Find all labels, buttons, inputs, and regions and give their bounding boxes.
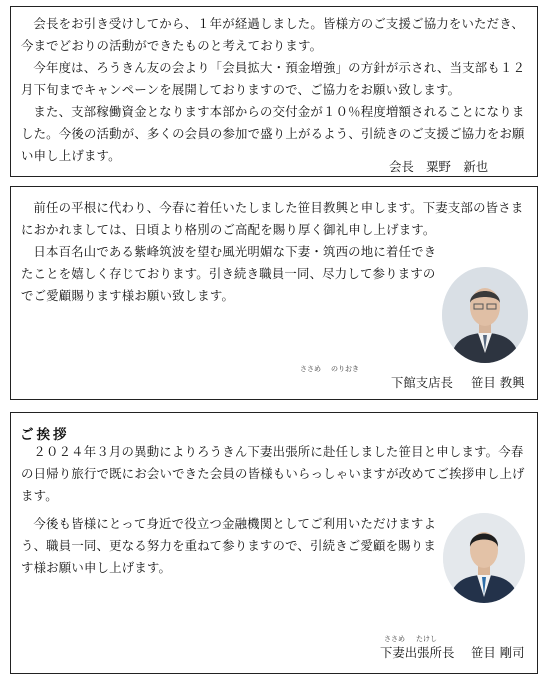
paragraph-1: 前任の平根に代わり、今春に着任いたしました笹目教興と申します。下妻支部の皆さまにおかれましては、日頃より格別のご高配を賜り厚く御礼申し上げます。 [21, 200, 524, 237]
signature-name: 笹目 教興 [471, 375, 525, 390]
greeting-box-chairman [10, 6, 538, 177]
paragraph-1: 会長をお引き受けしてから、１年が経過しました。皆様方のご支援ご協力をいただき、今までどおりの活動ができたものと考えております。 [21, 16, 524, 53]
portrait-photo-branch-manager [442, 267, 528, 363]
signature-title: 下妻出張所長 [380, 645, 455, 660]
paragraph-1: ２０２４年３月の異動によりろうきん下妻出張所に赴任しました笹目と申します。今春の日帰り旅行で既にお会いできた会員の皆様もいらっしゃいますが改めてご挨拶申し上げます。 [21, 444, 525, 503]
ruby-surname: ささめ [384, 635, 405, 643]
ruby-given-name: のりおき [331, 365, 359, 373]
signature-name: 笹目 剛司 [471, 645, 525, 660]
paragraph-2: 今年度は、ろうきん友の会より「会員拡大・預金増強」の方針が示され、当支部も１２月下旬までキャンペーンを展開しておりますので、ご協力をお願い致します。 [21, 60, 526, 97]
paragraph-3: また、支部稼働資金となります本部からの交付金が１０％程度増額されることになりました。今後の活動が、多くの会員の参加で盛り上がるよう、引続きのご支援ご協力をお願い申し上げます。 [21, 104, 525, 163]
ruby-given-name: たけし [416, 635, 437, 643]
greeting-box-branch-manager [10, 186, 538, 400]
portrait-photo-office-manager-image [443, 513, 525, 603]
signature-chairman: 会長 粟野 新也 [389, 159, 489, 174]
heading: ご挨拶 [20, 427, 70, 443]
portrait-photo-office-manager [443, 513, 525, 603]
signature-title: 下館支店長 [391, 375, 453, 390]
greeting-box-office-manager [10, 412, 538, 674]
ruby-surname: ささめ [300, 365, 321, 373]
paragraph-2: 日本百名山である紫峰筑波を望む風光明媚な下妻・筑西の地に着任できたことを嬉しく存じております。引き続き職員一同、尽力して参りますのでご愛顧賜ります様お願い致します。 [21, 244, 437, 303]
paragraph-2: 今後も皆様にとって身近で役立つ金融機関としてご利用いただけますよう、職員一同、更なる努力を重ねて参りますので、引続きご愛顧を賜ります様お願い申し上げます。 [21, 516, 437, 575]
portrait-photo-branch-manager-image [442, 267, 528, 363]
